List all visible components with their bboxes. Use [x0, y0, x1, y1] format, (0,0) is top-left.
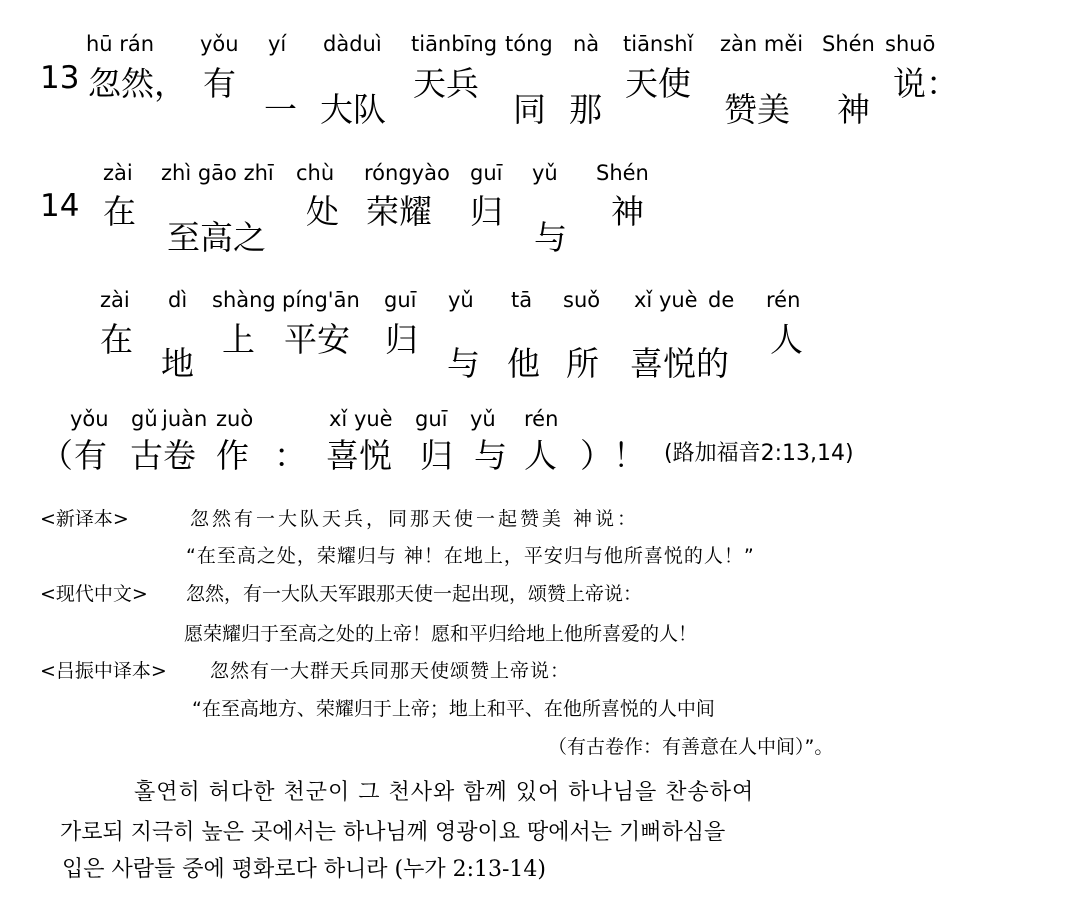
tcv-line-1: 忽然，有一大队天军跟那天使一起出现，颂赞上帝说： — [186, 583, 643, 605]
pinyin-hu-ran: hū rán — [86, 32, 155, 56]
pinyin-chu: chù — [296, 161, 335, 185]
hanzi-dadui: 大队 — [320, 90, 386, 129]
hanzi-zuo: 作 — [216, 436, 249, 475]
pinyin-zuo: zuò — [216, 407, 254, 431]
ncv-label: <新译本> — [40, 508, 129, 530]
pinyin-yu: yǔ — [448, 288, 474, 312]
tcv-line-2: 愿荣耀归于至高之处的上帝！愿和平归给地上他所喜爱的人！ — [184, 623, 698, 645]
hanzi-huran: 忽然， — [88, 64, 187, 103]
pinyin-tong: tóng — [505, 32, 553, 56]
pinyin-shang: shàng — [212, 288, 276, 312]
pinyin-ren: rén — [524, 407, 559, 431]
pinyin-shen: Shén — [822, 32, 875, 56]
ncv-line-2: “在至高之处，荣耀归与 神！在地上，平安归与他所喜悦的人！” — [186, 545, 755, 567]
pinyin-ren: rén — [766, 288, 801, 312]
hanzi-chu: 处 — [306, 192, 339, 231]
hanzi-rongyao: 荣耀 — [366, 192, 432, 231]
hanzi-xiyue: 喜悦 — [326, 436, 392, 475]
pinyin-you: yǒu — [200, 32, 239, 56]
hanzi-you: 有 — [203, 64, 236, 103]
hanzi-ta: 他 — [507, 344, 540, 383]
hanzi-tianshi: 天使 — [625, 64, 691, 103]
hanzi-shen: 神 — [611, 192, 644, 231]
hanzi-juan: 卷 — [163, 436, 196, 475]
hanzi-tong: 同 — [513, 90, 546, 129]
pinyin-dadui: dàduì — [323, 32, 382, 56]
hanzi-zhigaozhi: 至高之 — [167, 218, 266, 257]
hanzi-na: 那 — [569, 90, 602, 129]
pinyin-gu: gǔ — [131, 407, 158, 431]
hanzi-pingan: 平安 — [284, 320, 350, 359]
hanzi-shang: 上 — [222, 320, 255, 359]
lzz-line-1: 忽然有一大群天兵同那天使颂赞上帝说： — [210, 660, 571, 682]
hanzi-gu: 古 — [130, 436, 163, 475]
pinyin-shuo: shuō — [885, 32, 936, 56]
pinyin-ta: tā — [511, 288, 533, 312]
tcv-label: <现代中文> — [40, 583, 148, 605]
pinyin-pingan: píng'ān — [282, 288, 360, 312]
hanzi-shen: 神 — [837, 90, 870, 129]
pinyin-zan-mei: zàn měi — [720, 32, 804, 56]
hanzi-you: 有 — [74, 436, 107, 475]
hanzi-shuo: 说： — [893, 64, 959, 103]
hanzi-yu: 与 — [534, 218, 567, 257]
pinyin-yu: yǔ — [532, 161, 558, 185]
pinyin-zhi-gao-zhi: zhì gāo zhī — [161, 161, 274, 185]
hanzi-ren: 人 — [524, 436, 557, 475]
pinyin-you: yǒu — [70, 407, 109, 431]
korean-line-3: 입은 사람들 중에 평화로다 하니라 (누가 2:13-14) — [62, 857, 546, 882]
pinyin-xiyue: xǐ yuè — [634, 288, 698, 312]
pinyin-gui: guī — [415, 407, 448, 431]
hanzi-yi: 一 — [264, 90, 297, 129]
pinyin-yi: yí — [268, 32, 287, 56]
close-paren-exclaim: ）！ — [580, 436, 646, 475]
lzz-line-3: （有古卷作：有善意在人中间）”。 — [548, 736, 834, 758]
hanzi-yu: 与 — [474, 436, 507, 475]
hanzi-ren: 人 — [770, 320, 803, 359]
scripture-reference: (路加福音2:13,14) — [664, 441, 854, 466]
verse-number-13: 13 — [40, 60, 80, 96]
pinyin-na: nà — [573, 32, 600, 56]
pinyin-de: de — [708, 288, 735, 312]
korean-line-1: 홀연히 허다한 천군이 그 천사와 함께 있어 하나님을 찬송하여 — [134, 780, 755, 805]
pinyin-juan: juàn — [162, 407, 208, 431]
hanzi-yu: 与 — [447, 344, 480, 383]
hanzi-zai: 在 — [103, 192, 136, 231]
korean-line-2: 가로되 지극히 높은 곳에서는 하나님께 영광이요 땅에서는 기뻐하심을 — [60, 820, 726, 845]
pinyin-rongyao: róngyào — [364, 161, 450, 185]
pinyin-zai: zài — [100, 288, 130, 312]
hanzi-zai: 在 — [100, 320, 133, 359]
ncv-line-1: 忽然有一大队天兵，同那天使一起赞美 神说： — [190, 508, 640, 530]
pinyin-tianshi: tiānshǐ — [623, 32, 694, 56]
pinyin-gui: guī — [470, 161, 503, 185]
pinyin-gui: guī — [384, 288, 417, 312]
pinyin-zai: zài — [103, 161, 133, 185]
hanzi-gui: 归 — [470, 192, 503, 231]
pinyin-suo: suǒ — [563, 288, 601, 312]
colon: ： — [274, 436, 307, 475]
hanzi-xiyuede: 喜悦的 — [630, 344, 729, 383]
lzz-label: <吕振中译本> — [40, 660, 167, 682]
hanzi-zanmei: 赞美 — [724, 90, 790, 129]
pinyin-xiyue: xǐ yuè — [329, 407, 393, 431]
pinyin-di: dì — [168, 288, 188, 312]
hanzi-suo: 所 — [566, 344, 599, 383]
pinyin-shen: Shén — [596, 161, 649, 185]
hanzi-gui: 归 — [420, 436, 453, 475]
hanzi-di: 地 — [161, 344, 194, 383]
verse-number-14: 14 — [40, 188, 80, 224]
open-paren: （ — [40, 436, 73, 475]
lzz-line-2: “在至高地方、荣耀归于上帝；地上和平、在他所喜悦的人中间 — [192, 698, 715, 720]
hanzi-tianbing: 天兵 — [413, 64, 479, 103]
hanzi-gui: 归 — [385, 320, 418, 359]
pinyin-yu: yǔ — [470, 407, 496, 431]
pinyin-tianbing: tiānbīng — [411, 32, 498, 56]
